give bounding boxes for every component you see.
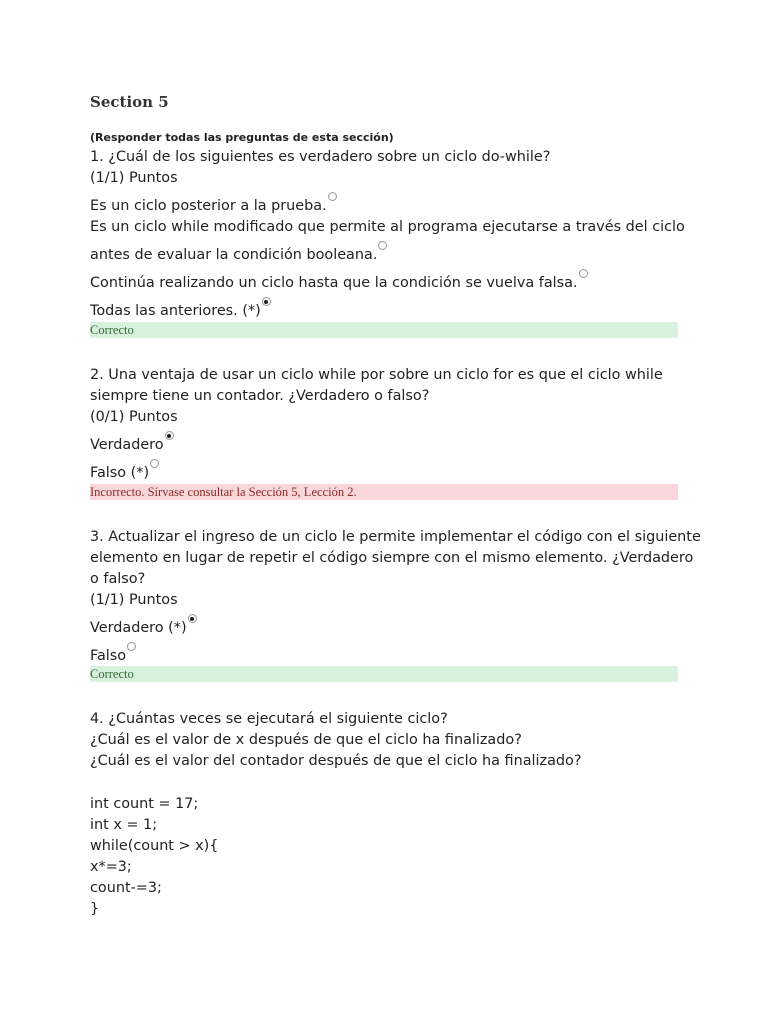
- q1-option-2: [90, 245, 387, 266]
- q1-option-1-label: Es un ciclo posterior a la prueba.: [90, 198, 327, 214]
- question-4-text-line2: ¿Cuál es el valor de x después de que el ciclo ha finalizado?: [90, 732, 522, 748]
- question-3-text-line1: 3. Actualizar el ingreso de un ciclo le permite implementar el código con el siguiente: [90, 529, 701, 545]
- section-title: Section 5: [90, 93, 169, 111]
- q3-option-2: [90, 646, 136, 667]
- question-3-text-line2: elemento en lugar de repetir el código siempre con el mismo elemento. ¿Verdadero: [90, 550, 694, 566]
- code-line-1: int count = 17;: [90, 796, 199, 812]
- q2-option-2-label: Falso (*): [90, 465, 150, 481]
- q1-option-1: [90, 196, 337, 217]
- q2-feedback-incorrect: Incorrecto. Sírvase consultar la Sección 5, Lección 2.: [90, 484, 678, 500]
- code-line-2: int x = 1;: [90, 817, 158, 833]
- q3-feedback-correct: Correcto: [90, 666, 678, 682]
- q2-option-1-radio-selected[interactable]: [165, 431, 174, 440]
- q3-option-1-label: Verdadero (*): [90, 620, 187, 636]
- question-4-text-line3: ¿Cuál es el valor del contador después de que el ciclo ha finalizado?: [90, 753, 582, 769]
- q1-option-4-radio-selected[interactable]: [262, 297, 271, 306]
- question-2-text-line1: 2. Una ventaja de usar un ciclo while por sobre un ciclo for es que el ciclo while: [90, 367, 663, 383]
- code-line-4: x*=3;: [90, 859, 132, 875]
- q1-option-2-line1: Es un ciclo while modificado que permite al programa ejecutarse a través del ciclo: [90, 219, 685, 235]
- q1-option-2-label: antes de evaluar la condición booleana.: [90, 247, 378, 263]
- q2-option-1-label: Verdadero: [90, 437, 164, 453]
- q1-option-3-label: Continúa realizando un ciclo hasta que la condición se vuelva falsa.: [90, 275, 578, 291]
- q2-option-2: [90, 463, 159, 484]
- q2-option-2-radio[interactable]: [150, 459, 159, 468]
- q3-option-2-radio[interactable]: [127, 642, 136, 651]
- q1-feedback-correct: Correcto: [90, 322, 678, 338]
- q3-option-1: [90, 618, 197, 639]
- q3-option-1-radio-selected[interactable]: [188, 614, 197, 623]
- q1-option-3-radio[interactable]: [579, 269, 588, 278]
- question-4-text-line1: 4. ¿Cuántas veces se ejecutará el siguiente ciclo?: [90, 711, 448, 727]
- q2-option-1: [90, 435, 174, 456]
- question-3-text-line3: o falso?: [90, 571, 146, 587]
- q1-option-1-radio[interactable]: [328, 192, 337, 201]
- q1-option-2-radio[interactable]: [378, 241, 387, 250]
- q1-option-4-label: Todas las anteriores. (*): [90, 303, 261, 319]
- question-2-text-line2: siempre tiene un contador. ¿Verdadero o falso?: [90, 388, 430, 404]
- q1-option-4: [90, 301, 271, 322]
- question-3-points: (1/1) Puntos: [90, 592, 178, 608]
- code-line-6: }: [90, 901, 100, 917]
- code-line-5: count-=3;: [90, 880, 162, 896]
- q3-option-2-label: Falso: [90, 648, 127, 664]
- question-1-text: 1. ¿Cuál de los siguientes es verdadero sobre un ciclo do-while?: [90, 149, 551, 165]
- question-1-points: (1/1) Puntos: [90, 170, 178, 186]
- question-2-points: (0/1) Puntos: [90, 409, 178, 425]
- q1-option-3: [90, 273, 588, 294]
- section-instructions: (Responder todas las preguntas de esta sección): [90, 131, 394, 144]
- code-line-3: while(count > x){: [90, 838, 219, 854]
